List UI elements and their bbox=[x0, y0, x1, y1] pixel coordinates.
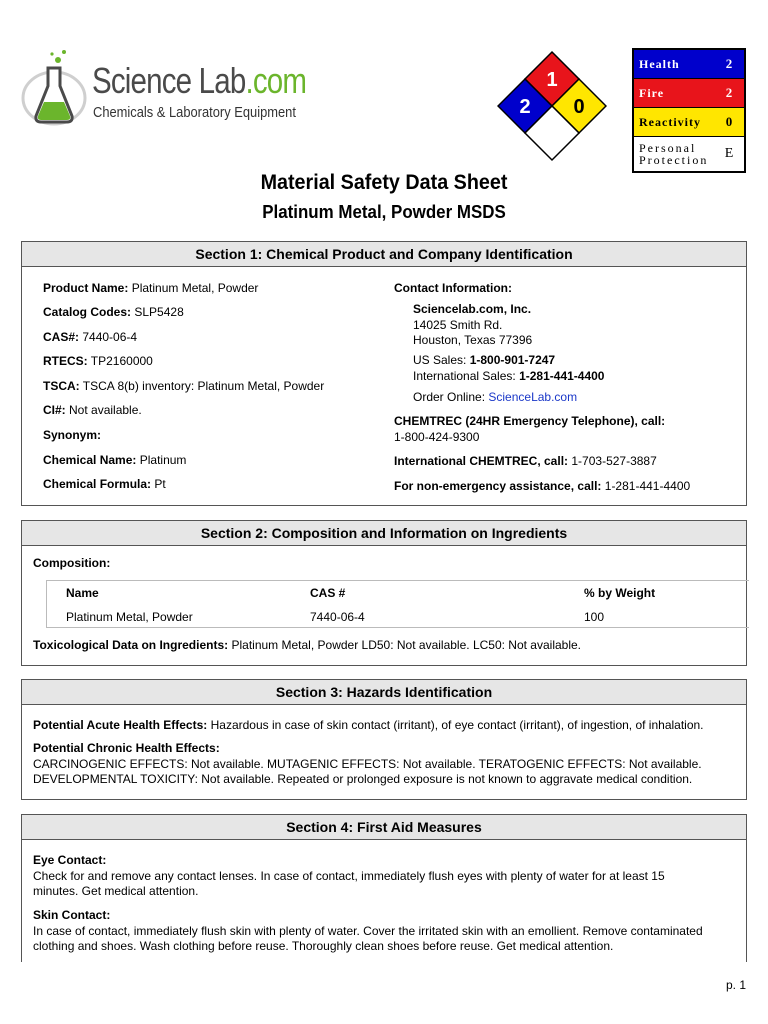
field-value: TP2160000 bbox=[90, 354, 153, 368]
skin-contact-line1: In case of contact, immediately flush skin with plenty of water. Cover the irritated skin with an emollient. Remove contaminated bbox=[33, 923, 703, 938]
table-cell-cas: 7440-06-4 bbox=[310, 610, 365, 624]
col-header-name: Name bbox=[66, 586, 99, 600]
field-label: Synonym: bbox=[43, 428, 102, 442]
sciencelab-logo bbox=[20, 46, 307, 130]
field-value: 7440-06-4 bbox=[82, 330, 138, 344]
field-label: CAS#: bbox=[43, 330, 80, 344]
field-value: Not available. bbox=[69, 403, 142, 417]
col-header-cas: CAS # bbox=[310, 586, 346, 600]
section-2 bbox=[21, 520, 747, 666]
logo-name-suffix: .com bbox=[245, 60, 307, 101]
eye-contact-line2: minutes. Get medical attention. bbox=[33, 884, 199, 898]
hmis-ppe-row bbox=[634, 137, 744, 171]
composition-label-text: Composition: bbox=[33, 556, 111, 570]
skin-contact bbox=[33, 908, 703, 955]
document-subtitle: Platinum Metal, Powder MSDS bbox=[262, 202, 506, 222]
section-4 bbox=[21, 814, 747, 962]
address-line-2: Houston, Texas 77396 bbox=[413, 333, 533, 347]
company-name-text: Sciencelab.com, Inc. bbox=[413, 302, 532, 316]
hmis-ppe-label-line2: Protection bbox=[639, 153, 709, 167]
ci-row bbox=[43, 403, 142, 417]
section-1 bbox=[21, 241, 747, 506]
section-3-heading: Section 3: Hazards Identification bbox=[22, 680, 746, 705]
toxicological-data bbox=[33, 638, 581, 652]
skin-contact-line2: clothing and shoes. Wash clothing before reuse. Thoroughly clean shoes before reuse. Get medical attention. bbox=[33, 939, 614, 953]
contact-label-text: Contact Information: bbox=[394, 281, 512, 295]
chronic-text-line2: DEVELOPMENTAL TOXICITY: Not available. Repeated or prolonged exposure is not known to aggravate medical condition. bbox=[33, 772, 693, 786]
section-1-heading: Section 1: Chemical Product and Company Identification bbox=[22, 242, 746, 267]
intl-chemtrec-row bbox=[394, 454, 657, 468]
nonemergency-label: For non-emergency assistance, call: bbox=[394, 479, 602, 493]
address-line-1: 14025 Smith Rd. bbox=[413, 318, 503, 332]
nonemergency-row bbox=[394, 479, 690, 493]
hmis-reactivity-value: 0 bbox=[725, 114, 733, 129]
order-online-row bbox=[413, 390, 577, 404]
nonemergency-number: 1-281-441-4400 bbox=[604, 479, 691, 493]
field-label: RTECS: bbox=[43, 354, 88, 368]
field-value: Pt bbox=[154, 477, 166, 491]
rtecs-row bbox=[43, 354, 153, 368]
logo-tagline: Chemicals & Laboratory Equipment bbox=[93, 104, 296, 121]
field-value: SLP5428 bbox=[134, 305, 184, 319]
field-label: TSCA: bbox=[43, 379, 80, 393]
intl-sales-row bbox=[413, 369, 604, 383]
table-cell-weight: 100 bbox=[584, 610, 605, 624]
acute-text: Hazardous in case of skin contact (irritant), of eye contact (irritant), of ingestion, of inhalation. bbox=[210, 718, 704, 732]
intl-sales-label: International Sales: bbox=[413, 369, 516, 383]
field-label: Product Name: bbox=[43, 281, 129, 295]
chemtrec-label bbox=[394, 414, 665, 428]
tox-label: Toxicological Data on Ingredients: bbox=[33, 638, 229, 652]
nfpa-health-value: 2 bbox=[519, 96, 531, 118]
nfpa-fire-value: 1 bbox=[546, 69, 558, 91]
table-cell-name: Platinum Metal, Powder bbox=[66, 610, 193, 624]
logo-wordmark bbox=[92, 60, 306, 102]
field-label: Chemical Formula: bbox=[43, 477, 152, 491]
section-4-heading: Section 4: First Aid Measures bbox=[22, 815, 746, 840]
intl-sales-number: 1-281-441-4400 bbox=[519, 369, 605, 383]
eye-contact bbox=[33, 853, 665, 900]
acute-label: Potential Acute Health Effects: bbox=[33, 718, 208, 732]
field-label: Catalog Codes: bbox=[43, 305, 132, 319]
skin-contact-label: Skin Contact: bbox=[33, 908, 111, 922]
flask-icon bbox=[20, 46, 90, 130]
hmis-health-value: 2 bbox=[725, 56, 733, 71]
col-header-weight: % by Weight bbox=[584, 586, 656, 600]
chemical-formula-row bbox=[43, 477, 166, 491]
chemtrec-number: 1-800-424-9300 bbox=[394, 430, 480, 444]
nfpa-diamond bbox=[497, 50, 607, 164]
hmis-fire-label: Fire bbox=[639, 85, 665, 100]
hmis-ppe-label bbox=[634, 142, 714, 166]
contact-info-label bbox=[394, 281, 512, 295]
page-number: p. 1 bbox=[725, 978, 746, 992]
hmis-ppe-value: E bbox=[724, 146, 734, 161]
field-value: Platinum Metal, Powder bbox=[131, 281, 259, 295]
nfpa-reactivity-value: 0 bbox=[573, 96, 585, 118]
chemtrec-label-text: CHEMTREC (24HR Emergency Telephone), call: bbox=[394, 414, 666, 428]
sciencelab-link[interactable]: ScienceLab.com bbox=[488, 390, 578, 404]
intl-chemtrec-label: International CHEMTREC, call: bbox=[394, 454, 569, 468]
hmis-fire-row bbox=[634, 79, 744, 108]
chronic-effects bbox=[33, 741, 702, 788]
us-sales-row bbox=[413, 353, 555, 367]
company-name bbox=[413, 302, 531, 316]
chronic-text-line1: CARCINOGENIC EFFECTS: Not available. MUTAGENIC EFFECTS: Not available. TERATOGENIC EFFECTS: Not available. bbox=[33, 756, 702, 771]
acute-effects bbox=[33, 718, 704, 732]
document-title: Material Safety Data Sheet bbox=[260, 171, 508, 194]
catalog-codes-row bbox=[43, 305, 184, 319]
hmis-reactivity-label: Reactivity bbox=[639, 114, 701, 129]
hmis-hazard-table bbox=[632, 48, 746, 173]
order-online-label: Order Online: bbox=[413, 390, 486, 404]
eye-contact-line1: Check for and remove any contact lenses. In case of contact, immediately flush eyes with plenty of water for at least 15 bbox=[33, 868, 665, 883]
us-sales-number: 1-800-901-7247 bbox=[469, 353, 556, 367]
section-2-heading: Section 2: Composition and Information on Ingredients bbox=[22, 521, 746, 546]
chemical-name-row bbox=[43, 453, 186, 467]
tsca-row bbox=[43, 379, 324, 393]
synonym-row bbox=[43, 428, 101, 442]
field-label: Chemical Name: bbox=[43, 453, 137, 467]
field-value: TSCA 8(b) inventory: Platinum Metal, Powder bbox=[82, 379, 325, 393]
eye-contact-label: Eye Contact: bbox=[33, 853, 107, 867]
tox-text: Platinum Metal, Powder LD50: Not available. LC50: Not available. bbox=[231, 638, 582, 652]
product-name-row bbox=[43, 281, 258, 295]
hmis-health-label: Health bbox=[639, 56, 680, 71]
hmis-health-row bbox=[634, 50, 744, 79]
hmis-reactivity-row bbox=[634, 108, 744, 137]
hmis-fire-value: 2 bbox=[725, 85, 733, 100]
cas-row bbox=[43, 330, 137, 344]
chronic-label: Potential Chronic Health Effects: bbox=[33, 741, 220, 755]
hmis-ppe-label-line1: Personal bbox=[639, 141, 697, 155]
us-sales-label: US Sales: bbox=[413, 353, 467, 367]
logo-name-main: Science Lab bbox=[92, 60, 246, 101]
composition-label bbox=[33, 556, 110, 570]
field-label: CI#: bbox=[43, 403, 66, 417]
field-value: Platinum bbox=[139, 453, 187, 467]
composition-table bbox=[46, 580, 749, 628]
section-3 bbox=[21, 679, 747, 800]
intl-chemtrec-number: 1-703-527-3887 bbox=[571, 454, 657, 468]
